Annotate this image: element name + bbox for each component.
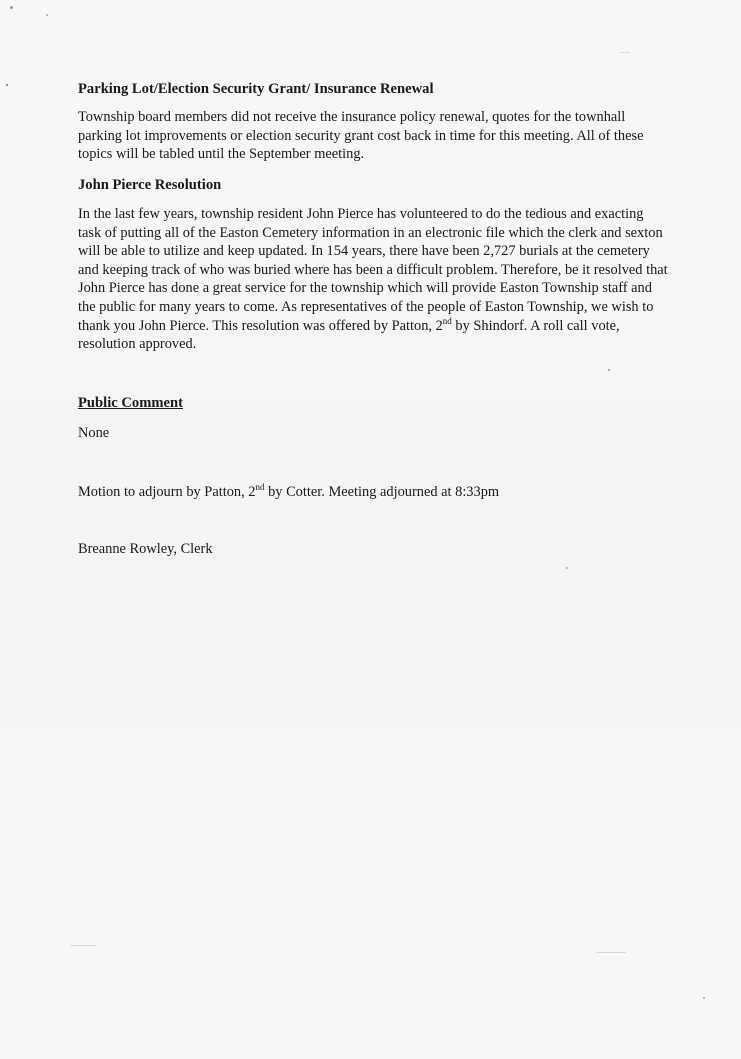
scan-mark	[620, 52, 630, 53]
ordinal-suffix: nd	[442, 315, 452, 326]
scan-speck	[46, 14, 48, 16]
scan-speck	[6, 84, 8, 86]
paragraph	[78, 483, 668, 502]
adjourn-line	[78, 483, 668, 502]
scan-mark	[70, 945, 96, 946]
adjourn-text-end: by Cotter. Meeting adjourned at 8:33pm	[264, 484, 500, 500]
scan-mark	[596, 952, 626, 953]
signature-line	[78, 540, 668, 559]
adjourn-text: Motion to adjourn by Patton, 2	[78, 484, 256, 500]
section-parking-body	[78, 108, 668, 164]
section-resolution	[78, 176, 668, 194]
section-heading: Parking Lot/Election Security Grant/ Insurance Renewal	[78, 81, 434, 97]
paragraph	[78, 205, 668, 354]
clerk-signature: Breanne Rowley, Clerk	[78, 541, 213, 557]
ordinal-suffix: nd	[255, 482, 265, 493]
paragraph: Township board members did not receive the insurance policy renewal, quotes for the townhall parking lot improvements or election security grant cost back in time for this meeting. All of these topics will be tabled until the September meeting.	[78, 109, 644, 163]
scan-speck	[608, 369, 610, 371]
scan-speck	[566, 567, 568, 569]
paragraph-text-end: by Shindorf. A roll call vote, resolution approved.	[78, 317, 620, 353]
section-public-comment	[78, 394, 668, 412]
section-public-comment-body	[78, 424, 668, 443]
section-heading: Public Comment	[78, 395, 183, 411]
scan-speck	[10, 6, 13, 9]
scan-speck	[703, 997, 705, 999]
paragraph-text: In the last few years, township resident John Pierce has volunteered to do the tedious and exacting task of putting all of the Easton Cemetery information in an electronic file which the clerk and sexton will be able to utilize and keep updated. In 154 years, there have been 2,727 burials at the cemetery and keeping track of who was buried where has been a difficult problem. Therefore, be it resolved that John Pierce has done a great service for the township which will provide Easton Township staff and the public for many years to come. As representatives of the people of Easton Township, we wish to thank you John Pierce. This resolution was offered by Patton, 2	[78, 206, 668, 334]
section-resolution-body	[78, 205, 668, 354]
paragraph: None	[78, 425, 110, 441]
section-parking	[78, 80, 668, 98]
section-heading: John Pierce Resolution	[78, 177, 222, 193]
